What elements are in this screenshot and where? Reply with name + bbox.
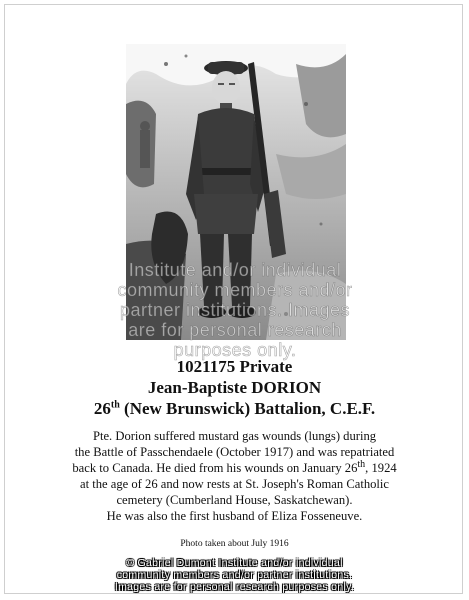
biography-line-part: , 1924 (365, 461, 397, 475)
watermark-line: purposes only. (173, 340, 297, 360)
battalion-ordinal-suffix: th (110, 399, 120, 411)
biography-line: at the age of 26 and now rests at St. Joseph's Roman Catholic (79, 477, 389, 491)
biography-line: Pte. Dorion suffered mustard gas wounds (lungs) during (92, 429, 377, 443)
biography-line: He was also the first husband of Eliza Fosseneuve. (106, 509, 363, 523)
biography-text (30, 428, 439, 524)
battalion-name: (New Brunswick) Battalion, C.E.F. (119, 399, 376, 418)
copyright-line: Images are for personal research purposes only. (114, 581, 355, 593)
rank: Private (239, 357, 293, 376)
battalion (0, 398, 469, 419)
biography-line: the Battle of Passchendaele (October 1917) and was repatriated (74, 445, 395, 459)
copyright-line: community members and/or partner institutions. (116, 569, 353, 581)
soldier-name: Jean-Baptiste DORION (147, 378, 322, 397)
photo-date: Photo taken about July 1916 (180, 539, 289, 549)
service-number: 1021175 (176, 357, 236, 376)
copyright-notice (0, 557, 469, 593)
watermark-line: Institute and/or individual (128, 260, 342, 280)
biography-line: cemetery (Cumberland House, Saskatchewan). (116, 493, 353, 507)
soldier-photo (126, 44, 346, 340)
watermark-line: community members and/or (117, 280, 353, 300)
copyright-line: © Gabriel Dumont Institute and/or individual (126, 557, 343, 569)
biography-line-part: back to Canada. He died from his wounds on January 26 (72, 461, 358, 475)
watermark-line: partner institutions. Images (119, 300, 351, 320)
watermark-line: are for personal research (128, 320, 342, 340)
service-number-rank (0, 356, 469, 377)
ordinal-suffix: th (357, 458, 366, 470)
biography-line (30, 460, 439, 476)
battalion-number: 26 (93, 399, 111, 418)
